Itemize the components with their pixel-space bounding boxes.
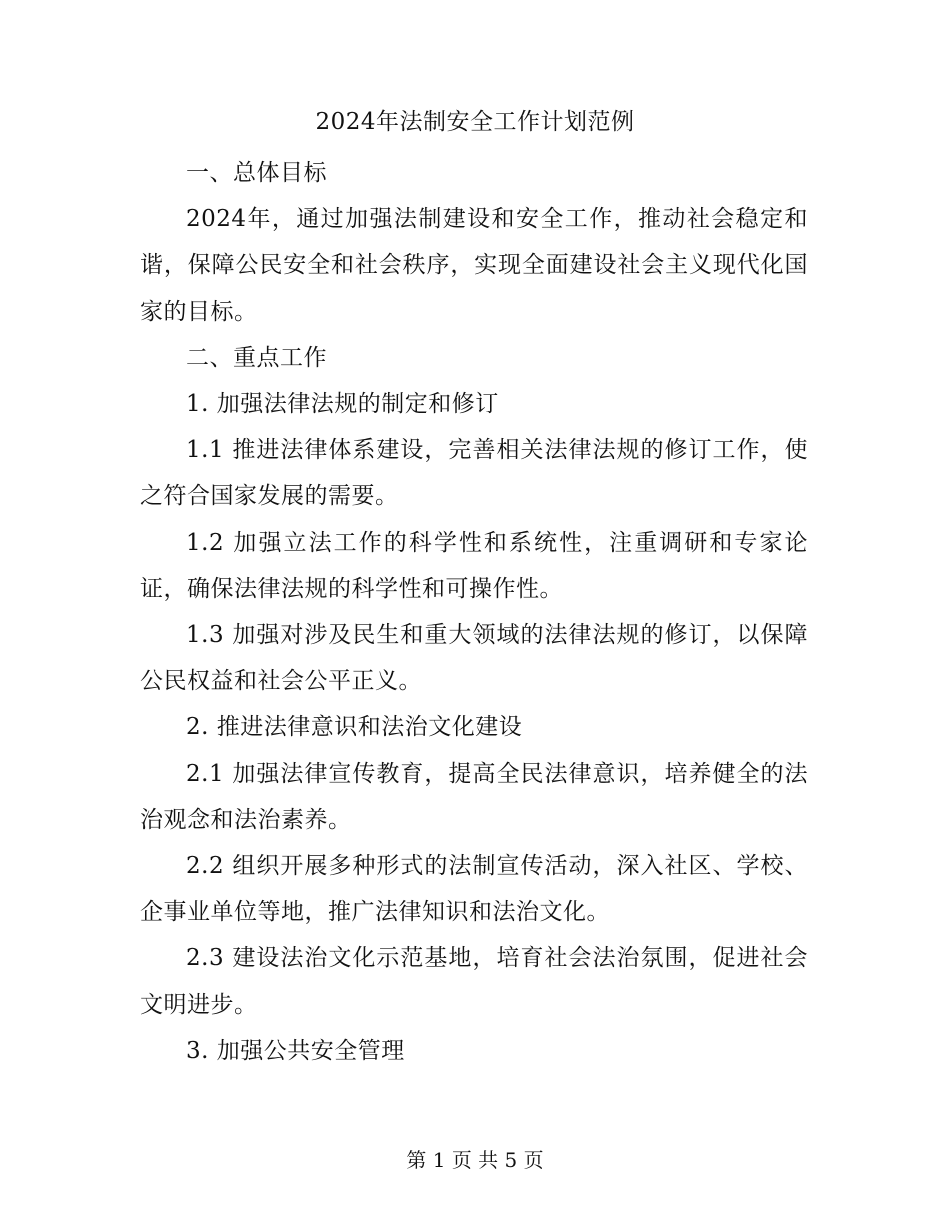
paragraph-1-1: 1.1 推进法律体系建设，完善相关法律法规的修订工作，使之符合国家发展的需要。	[140, 437, 808, 510]
paragraph-2-3: 2.3 建设法治文化示范基地，培育社会法治氛围，促进社会文明进步。	[140, 945, 808, 1018]
section-heading-overall-goal: 一、总体目标	[186, 160, 327, 186]
subheading-3: 3. 加强公共安全管理	[186, 1037, 405, 1064]
document-title: 2024年法制安全工作计划范例	[315, 109, 635, 135]
page-number-footer: 第 1 页 共 5 页	[406, 1148, 544, 1172]
subheading-2: 2. 推进法律意识和法治文化建设	[186, 714, 523, 741]
paragraph-1-2: 1.2 加强立法工作的科学性和系统性，注重调研和专家论证，确保法律法规的科学性和可操作性。	[140, 529, 808, 602]
paragraph-2-1: 2.1 加强法律宣传教育，提高全民法律意识，培养健全的法治观念和法治素养。	[140, 760, 808, 833]
section-heading-key-work: 二、重点工作	[186, 344, 327, 371]
paragraph-1-3: 1.3 加强对涉及民生和重大领域的法律法规的修订，以保障公民权益和社会公平正义。	[140, 622, 808, 695]
document-body	[140, 150, 808, 1074]
paragraph-2-2: 2.2 组织开展多种形式的法制宣传活动，深入社区、学校、企事业单位等地，推广法律知识和法治文化。	[140, 853, 808, 926]
paragraph-overall-goal: 2024年，通过加强法制建设和安全工作，推动社会稳定和谐，保障公民安全和社会秩序，实现全面建设社会主义现代化国家的目标。	[140, 206, 808, 325]
subheading-1: 1. 加强法律法规的制定和修订	[186, 391, 499, 418]
